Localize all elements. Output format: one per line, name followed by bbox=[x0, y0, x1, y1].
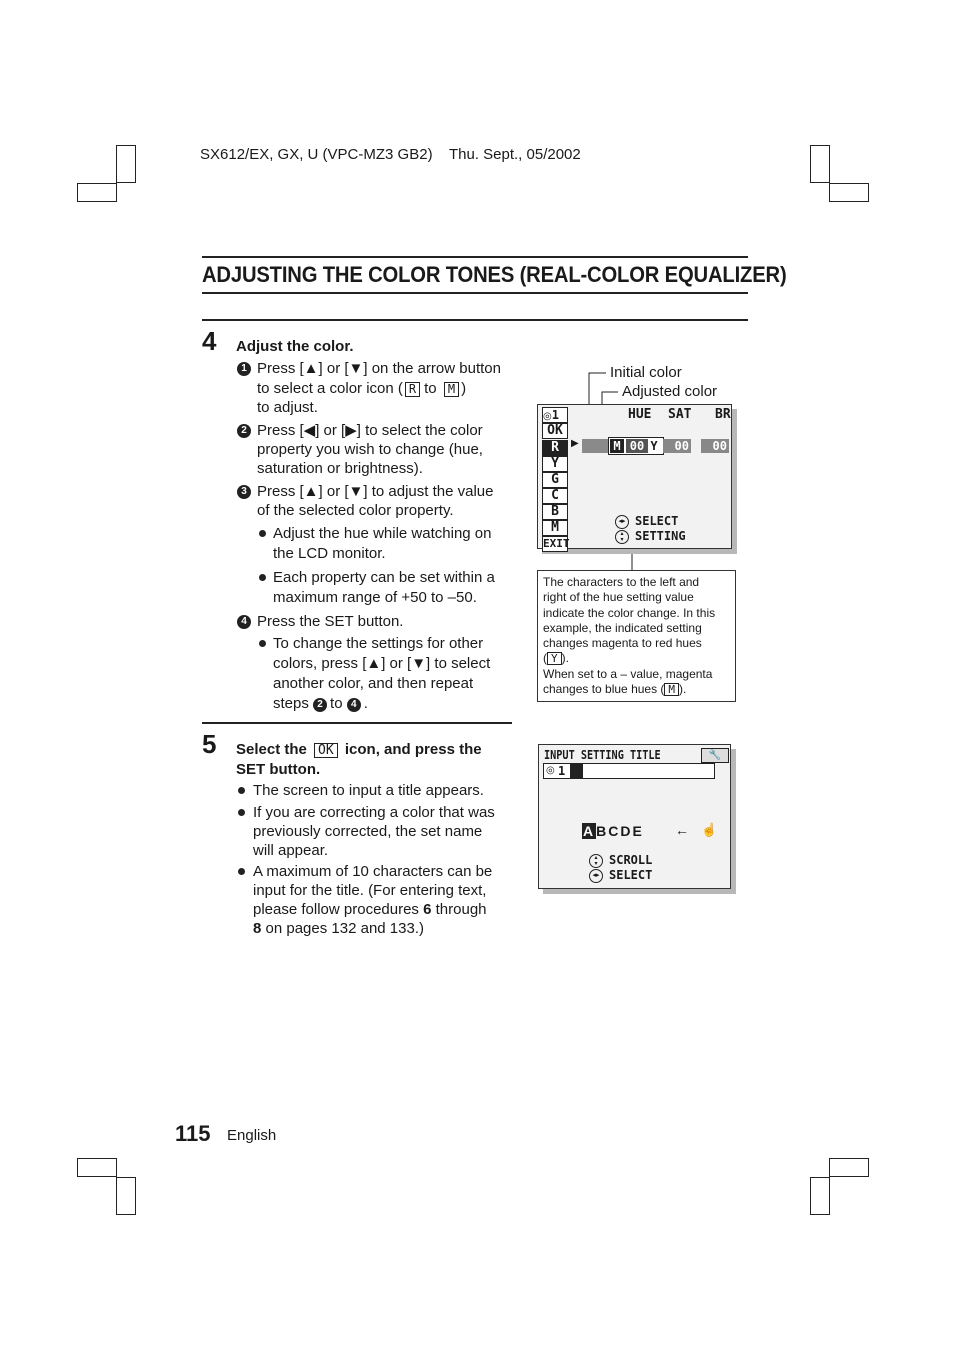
color-icon-r: R bbox=[405, 382, 420, 397]
text-cursor bbox=[570, 764, 583, 778]
hint-select: SELECT bbox=[635, 514, 679, 528]
procedure-ref-8: 8 bbox=[253, 920, 262, 937]
step4-bullet1-line2: the LCD monitor. bbox=[273, 545, 386, 562]
color-icon-m-note: M bbox=[664, 683, 679, 696]
hue-value: 00 bbox=[626, 439, 648, 453]
note-line2: right of the hue setting value bbox=[543, 590, 694, 605]
callout-initial-color: Initial color bbox=[610, 364, 682, 381]
step4-bullet1-line1: Adjust the hue while watching on bbox=[273, 525, 492, 542]
page-language: English bbox=[227, 1127, 277, 1144]
crop-mark-tl-v bbox=[116, 145, 136, 183]
step-ref-2: 2 bbox=[313, 698, 327, 712]
column-hue: HUE bbox=[628, 407, 652, 422]
mode-number: 1 bbox=[551, 408, 559, 422]
color-menu bbox=[542, 423, 568, 552]
arrow-ud-icon: ▴ ▾ bbox=[615, 530, 629, 544]
step4-item3-line2: of the selected color property. bbox=[257, 502, 454, 519]
step4-item1-line1: Press [▲] or [▼] on the arrow button bbox=[257, 360, 501, 377]
hue-note-box bbox=[537, 570, 736, 702]
step4-bullet2-dot bbox=[259, 574, 266, 581]
page-number: 115 bbox=[175, 1121, 211, 1146]
br-value[interactable]: 00 bbox=[701, 439, 729, 453]
arrow-lr-icon: ◂▸ bbox=[615, 515, 629, 529]
step4-steps-end: . bbox=[363, 695, 368, 712]
step4-item4-marker: 4 bbox=[237, 615, 251, 629]
color-icon-m: M bbox=[444, 382, 459, 397]
step5-bullet3-text: please follow procedures bbox=[253, 901, 419, 918]
step5-heading-line1 bbox=[236, 740, 482, 759]
step5-bullet3-line2: input for the title. (For entering text, bbox=[253, 882, 487, 899]
note-line3: indicate the color change. In this bbox=[543, 605, 716, 620]
crop-mark-tl-h bbox=[77, 183, 117, 202]
step5-bullet3-through: through bbox=[435, 901, 487, 918]
step4-bullet3-line3: another color, and then repeat bbox=[273, 675, 474, 692]
step4-item1-close: ) bbox=[461, 380, 467, 397]
step4-item2-line2: property you wish to change (hue, bbox=[257, 441, 483, 458]
column-sat: SAT bbox=[668, 407, 692, 422]
menu-item-c[interactable]: C bbox=[542, 488, 568, 504]
char-selected[interactable]: A bbox=[583, 823, 596, 839]
menu-item-b[interactable]: B bbox=[542, 504, 568, 520]
arrow-lr-icon-2: ◂▸ bbox=[589, 869, 603, 883]
menu-item-ok[interactable]: OK bbox=[542, 423, 568, 439]
step4-item1-line2 bbox=[257, 379, 466, 399]
step5-number: 5 bbox=[202, 729, 217, 759]
step5-heading-b: icon, and press the bbox=[344, 741, 482, 758]
column-br: BR bbox=[715, 407, 731, 422]
procedure-ref-6: 6 bbox=[423, 901, 432, 918]
step4-item3-marker: 3 bbox=[237, 485, 251, 499]
note-line7: When set to a – value, magenta bbox=[543, 666, 713, 681]
hint-select-2: SELECT bbox=[609, 868, 653, 882]
crop-mark-tr-h bbox=[829, 183, 869, 202]
step4-item2-line1: Press [◀] or [▶] to select the color bbox=[257, 422, 483, 439]
initial-color-swatch bbox=[582, 439, 608, 453]
step4-bullet3-line4 bbox=[273, 694, 368, 714]
step5-heading-a: Select the bbox=[236, 741, 307, 758]
step4-bullet1-dot bbox=[259, 530, 266, 537]
arrow-ud-icon-2: ▴ ▾ bbox=[589, 854, 603, 868]
note-line8 bbox=[543, 682, 730, 697]
wrench-icon: 🔧 bbox=[701, 748, 729, 763]
step5-bullet3-line3 bbox=[253, 900, 487, 920]
sat-value[interactable]: 00 bbox=[663, 439, 691, 453]
note-line1: The characters to the left and bbox=[543, 575, 700, 589]
color-equalizer-screen bbox=[537, 404, 732, 549]
page-title: ADJUSTING THE COLOR TONES (REAL-COLOR EQUALIZER) bbox=[202, 262, 787, 287]
step4-item3-line1: Press [▲] or [▼] to adjust the value bbox=[257, 483, 494, 500]
step5-heading-line2: SET button. bbox=[236, 761, 321, 778]
step5-bullet2-line1: If you are correcting a color that was bbox=[253, 804, 495, 821]
step4-steps-label: steps bbox=[273, 695, 309, 712]
step5-bullet1-dot bbox=[238, 787, 245, 794]
hand-pointer-icon[interactable]: ☝ bbox=[701, 822, 718, 837]
step4-bullet3-dot bbox=[259, 640, 266, 647]
crop-mark-br-v bbox=[810, 1177, 830, 1215]
title-mode-number: 1 bbox=[558, 764, 566, 778]
note-line5: changes magenta to red hues bbox=[543, 636, 702, 651]
input-title-heading: INPUT SETTING TITLE bbox=[544, 748, 661, 762]
crop-mark-bl-h bbox=[77, 1158, 117, 1177]
step4-item1-marker: 1 bbox=[237, 362, 251, 376]
note-line8-end: ). bbox=[679, 682, 687, 697]
note-line4: example, the indicated setting bbox=[543, 620, 702, 635]
step5-bullet3-line4 bbox=[253, 919, 424, 939]
note-paren-open: ( bbox=[543, 651, 547, 666]
hue-right-char: Y bbox=[648, 439, 660, 453]
hue-left-char: M bbox=[610, 439, 624, 453]
step5-rule bbox=[202, 722, 512, 724]
step5-bullet1-line1: The screen to input a title appears. bbox=[253, 782, 484, 799]
mode-dial-icon-2: ◎ bbox=[546, 765, 555, 776]
note-line6 bbox=[543, 651, 730, 666]
ok-icon: OK bbox=[314, 743, 338, 758]
step5-bullet3-dot bbox=[238, 868, 245, 875]
char-picker[interactable] bbox=[582, 823, 644, 839]
step-ref-4: 4 bbox=[347, 698, 361, 712]
input-title-screen bbox=[538, 744, 731, 889]
callout-adjusted-color: Adjusted color bbox=[622, 383, 718, 400]
char-list[interactable]: BCDE bbox=[596, 823, 644, 839]
mode-dial-icon: ◎ bbox=[543, 411, 552, 422]
crop-mark-br-h bbox=[829, 1158, 869, 1177]
step4-bullet3-line2: colors, press [▲] or [▼] to select bbox=[273, 655, 491, 672]
menu-item-g[interactable]: G bbox=[542, 472, 568, 488]
step5-bullet2-line3: will appear. bbox=[253, 842, 329, 859]
note-line8-text: changes to blue hues ( bbox=[543, 682, 665, 697]
step4-bullet2-line1: Each property can be set within a bbox=[273, 569, 495, 586]
step5-bullet3-line1: A maximum of 10 characters can be bbox=[253, 863, 493, 880]
model-header: SX612/EX, GX, U (VPC-MZ3 GB2) Thu. Sept., 05/2002 bbox=[200, 146, 581, 163]
menu-item-exit[interactable]: EXIT bbox=[543, 537, 570, 550]
step4-item2-marker: 2 bbox=[237, 424, 251, 438]
step4-item1-line3: to adjust. bbox=[257, 399, 318, 416]
color-icon-y: Y bbox=[547, 652, 562, 665]
step4-bullet3-line1: To change the settings for other bbox=[273, 635, 484, 652]
step4-item1-text: to select a color icon ( bbox=[257, 380, 403, 397]
step5-bullet3-pages: on pages 132 and 133.) bbox=[265, 920, 424, 937]
step4-steps-to: to bbox=[330, 695, 343, 712]
step4-item1-to: to bbox=[424, 380, 437, 397]
step4-item2-line3: saturation or brightness). bbox=[257, 460, 423, 477]
step4-heading: Adjust the color. bbox=[236, 338, 354, 355]
menu-item-r[interactable]: R bbox=[542, 440, 568, 456]
step4-number: 4 bbox=[202, 326, 217, 356]
title-input-field[interactable] bbox=[543, 763, 715, 779]
step5-bullet2-dot bbox=[238, 809, 245, 816]
page-title-bar bbox=[202, 256, 787, 294]
menu-item-m[interactable]: M bbox=[542, 520, 568, 536]
step4-bullet2-line2: maximum range of +50 to –50. bbox=[273, 589, 477, 606]
row-pointer-icon: ▶ bbox=[571, 438, 579, 449]
hint-scroll: SCROLL bbox=[609, 853, 653, 867]
hint-setting: SETTING bbox=[635, 529, 686, 543]
note-paren-close: ). bbox=[561, 651, 569, 666]
crop-mark-bl-v bbox=[116, 1177, 136, 1215]
step5-bullet2-line2: previously corrected, the set name bbox=[253, 823, 483, 840]
step4-item4-line1: Press the SET button. bbox=[257, 613, 404, 630]
backspace-arrow[interactable]: ← bbox=[675, 822, 689, 838]
mode-indicator bbox=[542, 407, 568, 423]
menu-item-y[interactable]: Y bbox=[542, 456, 568, 472]
crop-mark-tr-v bbox=[810, 145, 830, 183]
step4-rule bbox=[202, 319, 748, 321]
